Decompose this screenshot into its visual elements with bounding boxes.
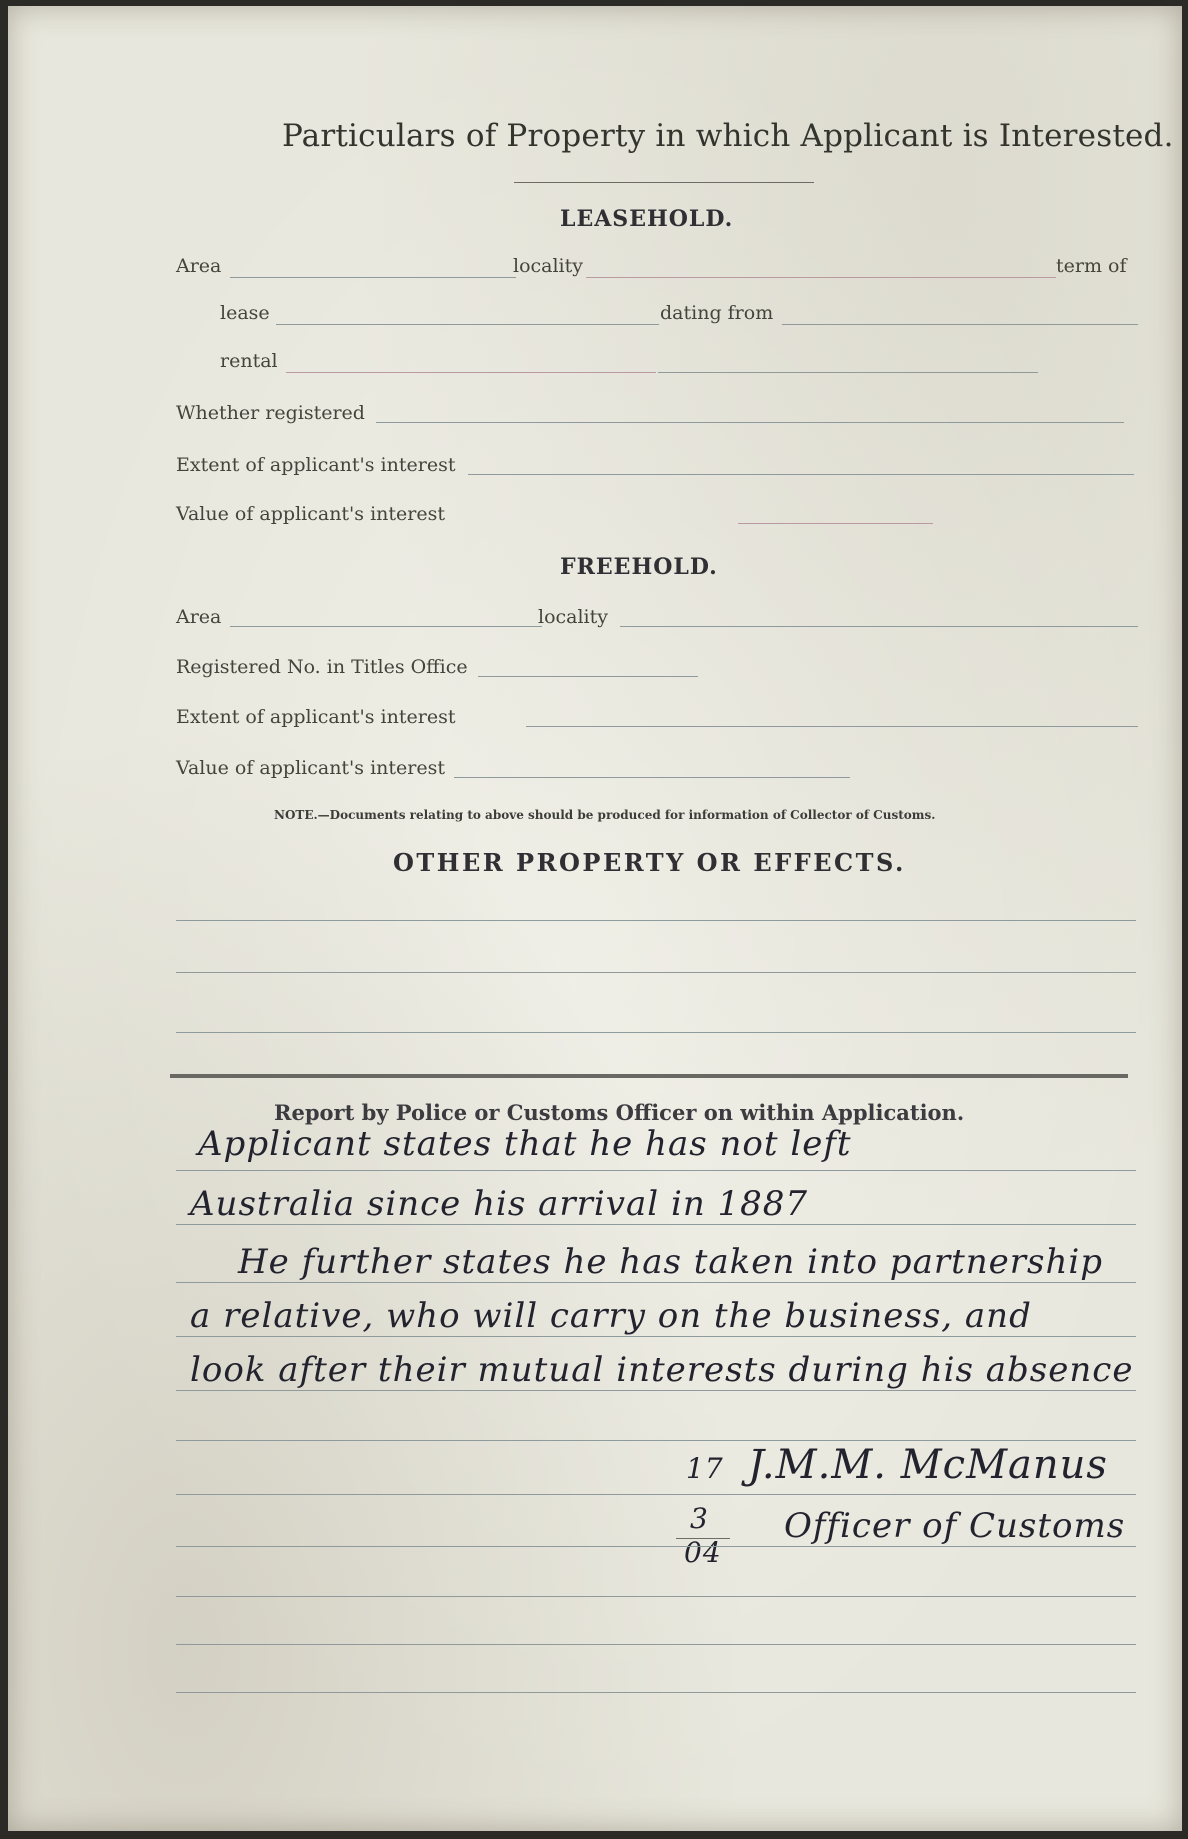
customs-note: NOTE.—Documents relating to above should be produced for information of Collector of Customs. <box>274 808 936 822</box>
leasehold-dating-field[interactable] <box>782 324 1138 325</box>
leasehold-rental-field-extension <box>658 372 1038 373</box>
section-divider <box>170 1074 1128 1078</box>
report-ruled-line-8 <box>176 1546 1136 1547</box>
leasehold-dating-label: dating from <box>660 302 774 324</box>
report-ruled-line-1 <box>176 1170 1136 1171</box>
leasehold-rental-field[interactable] <box>286 372 656 373</box>
report-heading: Report by Police or Customs Officer on within Application. <box>274 1100 965 1125</box>
leasehold-term-label: term of <box>1056 255 1127 277</box>
report-ruled-line-5 <box>176 1390 1136 1391</box>
freehold-regno-field[interactable] <box>478 676 698 677</box>
freehold-area-field[interactable] <box>230 626 542 627</box>
other-property-line-2[interactable] <box>176 972 1136 973</box>
freehold-value-field[interactable] <box>454 777 850 778</box>
report-ruled-line-6 <box>176 1440 1136 1441</box>
report-handwritten-line-4: a relative, who will carry on the business, and <box>190 1296 1032 1336</box>
report-handwritten-line-1: Applicant states that he has not left <box>198 1124 852 1164</box>
leasehold-rental-label: rental <box>220 350 278 372</box>
leasehold-area-field[interactable] <box>230 277 516 278</box>
report-handwritten-line-3: He further states he has taken into partnership <box>238 1242 1104 1282</box>
signature-role: Officer of Customs <box>784 1506 1126 1546</box>
report-handwritten-line-5: look after their mutual interests during his absence <box>190 1350 1134 1390</box>
form-title: Particulars of Property in which Applicant is Interested. <box>282 118 1174 154</box>
report-ruled-line-7 <box>176 1494 1136 1495</box>
freehold-locality-label: locality <box>538 606 609 628</box>
signature-date-year: 04 <box>684 1536 722 1569</box>
leasehold-registered-field[interactable] <box>376 422 1124 423</box>
leasehold-lease-field[interactable] <box>276 324 659 325</box>
leasehold-area-label: Area <box>176 255 222 277</box>
report-handwritten-line-2: Australia since his arrival in 1887 <box>190 1184 809 1224</box>
freehold-regno-label: Registered No. in Titles Office <box>176 656 468 678</box>
leasehold-value-label: Value of applicant's interest <box>176 503 445 525</box>
leasehold-locality-label: locality <box>513 255 584 277</box>
report-ruled-line-2 <box>176 1224 1136 1225</box>
title-underline <box>514 182 814 183</box>
freehold-extent-label: Extent of applicant's interest <box>176 706 456 728</box>
report-ruled-line-10 <box>176 1644 1136 1645</box>
report-ruled-line-4 <box>176 1336 1136 1337</box>
leasehold-locality-field[interactable] <box>586 277 1056 278</box>
freehold-locality-field[interactable] <box>620 626 1138 627</box>
form-page <box>8 6 1182 1831</box>
signature-date-day: 17 <box>686 1452 724 1485</box>
leasehold-lease-label: lease <box>220 302 270 324</box>
leasehold-value-field[interactable] <box>738 523 933 524</box>
report-ruled-line-11 <box>176 1692 1136 1693</box>
leasehold-extent-field[interactable] <box>468 474 1134 475</box>
other-property-line-3[interactable] <box>176 1032 1136 1033</box>
leasehold-extent-label: Extent of applicant's interest <box>176 454 456 476</box>
signature-date-month: 3 <box>690 1502 709 1535</box>
report-ruled-line-9 <box>176 1596 1136 1597</box>
freehold-extent-field[interactable] <box>526 726 1138 727</box>
leasehold-registered-label: Whether registered <box>176 402 365 424</box>
report-ruled-line-3 <box>176 1282 1136 1283</box>
leasehold-heading: LEASEHOLD. <box>560 206 734 232</box>
freehold-value-label: Value of applicant's interest <box>176 757 445 779</box>
freehold-heading: FREEHOLD. <box>560 554 718 580</box>
freehold-area-label: Area <box>176 606 222 628</box>
other-property-heading: OTHER PROPERTY OR EFFECTS. <box>393 848 906 877</box>
other-property-line-1[interactable] <box>176 920 1136 921</box>
signature-name: J.M.M. McManus <box>748 1442 1108 1488</box>
